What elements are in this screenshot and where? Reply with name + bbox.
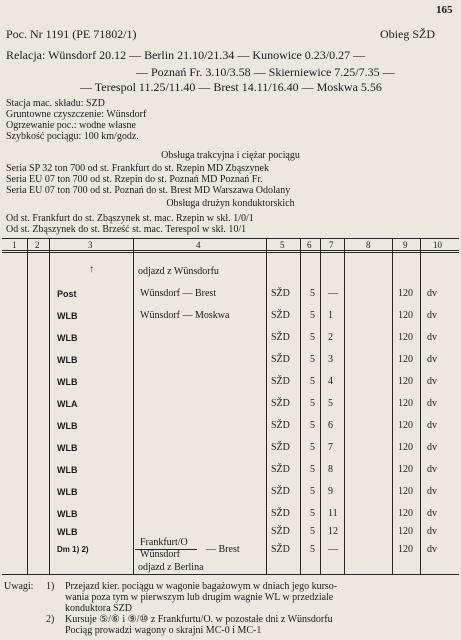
note-line: konduktora SZD [65,603,132,614]
departure-note-bottom: odjazd z Berlina [138,562,204,573]
column-number: 8 [366,240,371,250]
column-number: 7 [329,240,334,250]
table-row: WLA SŽD 5 5 120 dv [57,398,437,409]
column-number: 4 [196,240,201,250]
note-number: 1) [46,581,55,592]
note-line: Pociąg prowadzi wagony o skrajni MC-0 i MC-1 [65,625,262,636]
conductors-line: Od st. Frankfurt do st. Zbąszynek st. mac. Rzepin w skł. 1/0/1 [6,213,254,224]
table-row: WLB SŽD 5 9 120 dv [57,486,437,497]
info-line: Szybkość pociągu: 100 km/godz. [6,131,139,142]
table-row: WLB SŽD 5 8 120 dv [57,464,437,475]
traction-title: Obsługa trakcyjna i ciężar pociągu [161,150,300,161]
notes-label: Uwagi: [4,581,34,592]
table-row: WLB SŽD 5 11 120 dv [57,508,437,519]
table-row: WLB SŽD 5 3 120 dv [57,354,437,365]
table-row: WLB SŽD 5 12 120 dv [57,526,437,537]
relation-text-1: Wünsdorf 20.12 — Berlin 21.10/21.34 — Kunowice 0.23/0.27 — [48,48,366,62]
conductors-title: Obsługa drużyn konduktorskich [166,198,295,209]
column-number: 2 [35,240,40,250]
relation-line-2: — Poznań Fr. 3.10/3.58 — Skierniewice 7.25/7.35 — [136,65,395,79]
note-line: Przejazd kier. pociągu w wagonie bagażowym w dniach jego kurso- [65,581,338,592]
table-row: Dm 1) 2) Frankfurt/O Wünsdorf — Brest SŽD 5 — 120 dv [57,537,437,560]
relation-label: Relacja: [6,48,46,62]
column-number: 10 [433,240,442,250]
relation-line-1 [6,48,365,62]
traction-line: Seria EU 07 ton 700 od st. Rzepin do st. Poznań MD Poznań Fr. [6,174,263,185]
table-row: WLB SŽD 5 2 120 dv [57,332,437,343]
table-row: WLB SŽD 5 7 120 dv [57,442,437,453]
column-number: 1 [12,240,17,250]
departure-note-top: odjazd z Wünsdorfu [138,266,219,277]
column-number: 6 [307,240,312,250]
table-row: WLB SŽD 5 4 120 dv [57,376,437,387]
column-number: 9 [403,240,408,250]
conductors-line: Od st. Zbąszynek do st. Brześć st. mac. Terespol w skł. 10/1 [6,224,247,235]
info-line: Gruntowne czyszczenie: Wünsdorf [6,109,147,120]
traction-line: Seria EU 07 ton 700 od st. Poznań do st. Brest MD Warszawa Odolany [6,185,291,196]
column-number: 5 [280,240,285,250]
table-row: WLB SŽD 5 6 120 dv [57,420,437,431]
column-number-row [0,239,461,251]
table-row: WLB Wünsdorf — Moskwa SŽD 5 1 120 dv [57,310,437,321]
page-number: 165 [436,4,453,16]
info-line: Stacja mac. składu: SZD [6,98,105,109]
info-line: Ogrzewanie poc.: wodne własne [6,120,136,131]
note-line: Kursuje ⑤/⑥ i ⑨/⑩ z Frankfurtu/O. w pozostałe dni z Wünsdorfu [65,614,333,625]
owner-label: Obieg SŽD [380,27,435,41]
traction-line: Seria SP 32 ton 700 od st. Frankfurt do st. Rzepin MD Zbąszynek [6,163,269,174]
table-row: Post Wünsdorf — Brest SŽD 5 — 120 dv [57,288,437,299]
up-arrow-icon: ↑ [89,264,94,275]
column-number: 3 [88,240,93,250]
relation-line-3: — Terespol 11.25/11.40 — Brest 14.11/16.40 — Moskwa 5.56 [80,80,382,94]
note-line: wania poza tym w pierwszym lub drugim wagnie WL w przedziale [65,592,334,603]
train-number: Poc. Nr 1191 (PE 71802/1) [6,27,137,41]
note-number: 2) [46,614,55,625]
